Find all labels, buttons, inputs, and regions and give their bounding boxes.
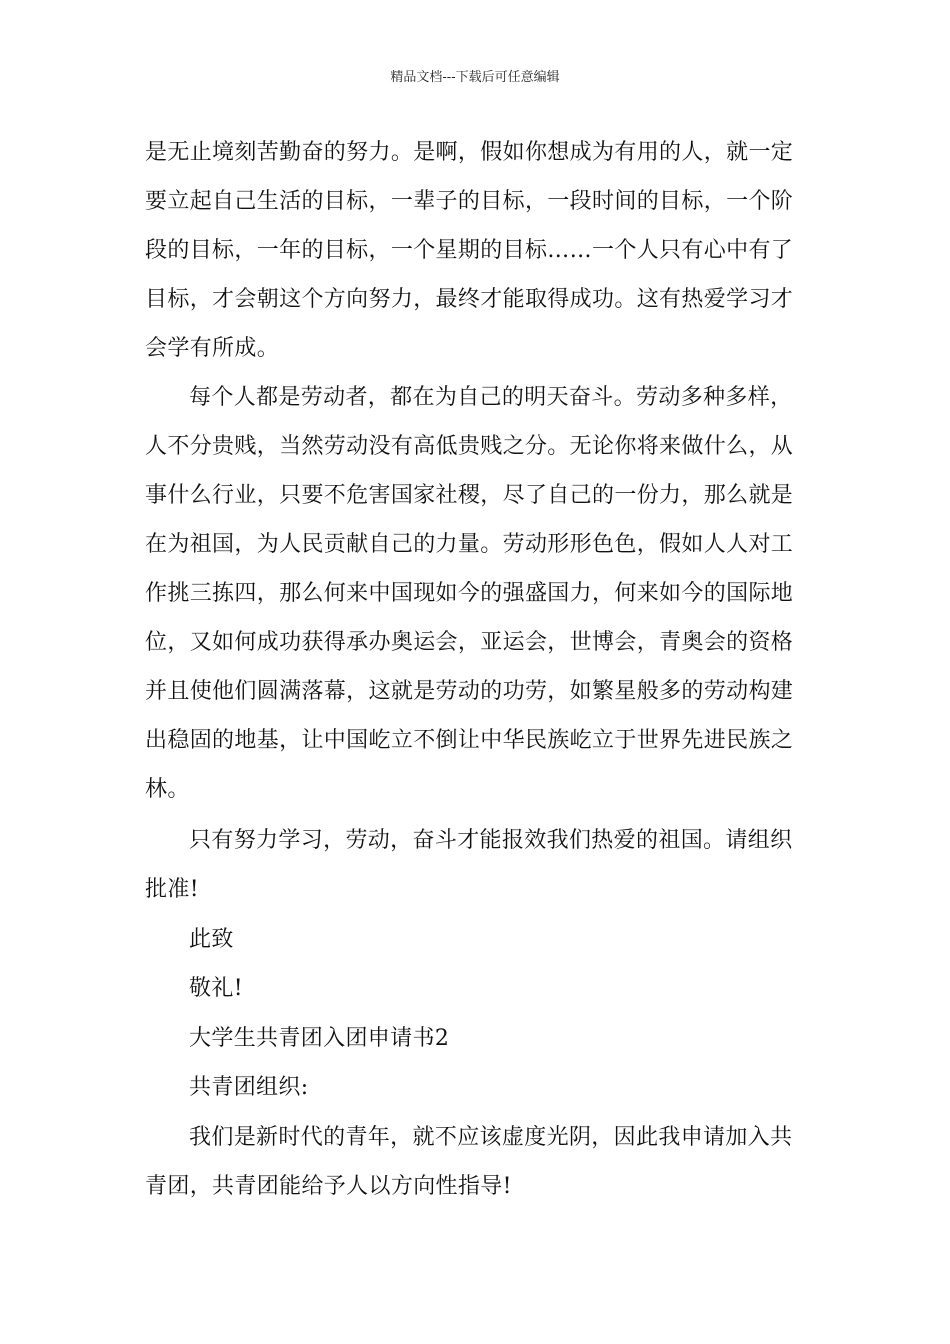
- text-line: 出稳固的地基，让中国屹立不倒让中华民族屹立于世界先进民族之: [145, 728, 794, 753]
- text-line: 此致: [189, 927, 234, 952]
- text-line: 会学有所成。: [145, 336, 280, 361]
- text-line: 作挑三拣四，那么何来中国现如今的强盛国力，何来如今的国际地: [145, 581, 794, 606]
- text-line: 我们是新时代的青年，就不应该虚度光阴，因此我申请加入共: [189, 1125, 793, 1150]
- text-line: 每个人都是劳动者，都在为自己的明天奋斗。劳动多种多样，: [189, 385, 793, 410]
- text-line: 只有努力学习，劳动，奋斗才能报效我们热爱的祖国。请组织: [189, 828, 793, 853]
- page-header: 精品文档---下载后可任意编辑: [390, 70, 560, 85]
- text-line: 敬礼!: [189, 976, 243, 1001]
- text-line: 在为祖国，为人民贡献自己的力量。劳动形形色色，假如人人对工: [145, 532, 794, 557]
- text-line: 青团，共青团能给予人以方向性指导!: [145, 1174, 512, 1199]
- text-line: 事什么行业，只要不危害国家社稷，尽了自己的一份力，那么就是: [145, 483, 794, 508]
- text-line: 大学生共青团入团申请书2: [189, 1026, 450, 1051]
- text-line: 林。: [145, 777, 190, 802]
- text-line: 批准!: [145, 877, 199, 902]
- text-line: 人不分贵贱，当然劳动没有高低贵贱之分。无论你将来做什么，从: [145, 434, 794, 459]
- text-line: 并且使他们圆满落幕，这就是劳动的功劳，如繁星般多的劳动构建: [145, 679, 794, 704]
- text-line: 位，又如何成功获得承办奥运会，亚运会，世博会，青奥会的资格: [145, 630, 794, 655]
- text-line: 共青团组织:: [189, 1075, 309, 1100]
- text-line: 段的目标，一年的目标，一个星期的目标……一个人只有心中有了: [145, 238, 794, 263]
- text-line: 目标，才会朝这个方向努力，最终才能取得成功。这有热爱学习才: [145, 287, 794, 312]
- text-line: 要立起自己生活的目标，一辈子的目标，一段时间的目标，一个阶: [145, 189, 794, 214]
- text-line: 是无止境刻苦勤奋的努力。是啊，假如你想成为有用的人，就一定: [145, 140, 794, 165]
